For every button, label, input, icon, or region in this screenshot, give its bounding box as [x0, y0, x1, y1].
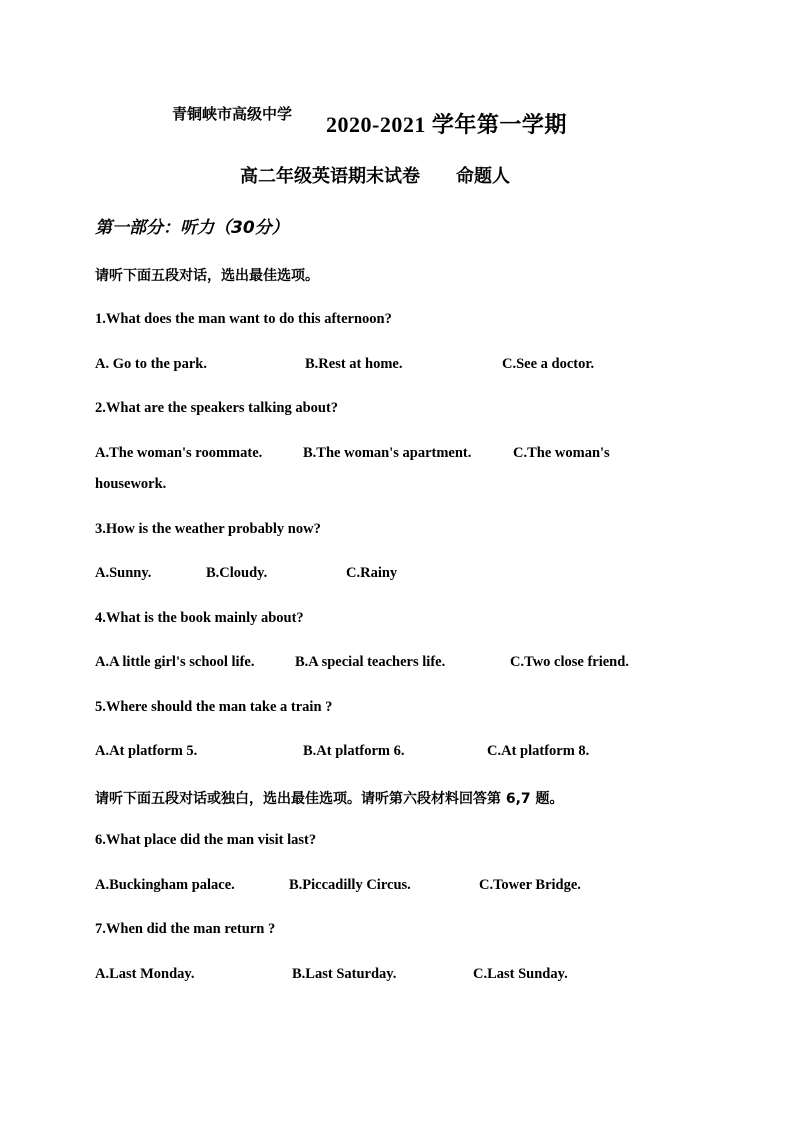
- question-2-option-a: A.The woman's roommate.: [95, 445, 263, 461]
- question-4-stem: 4.What is the book mainly about?: [95, 610, 304, 626]
- question-1-option-c: C.See a doctor.: [502, 356, 595, 372]
- question-5-option-c: C.At platform 8.: [487, 743, 590, 759]
- question-7-stem: 7.When did the man return ?: [95, 921, 276, 937]
- question-3-option-c: C.Rainy: [346, 565, 398, 581]
- question-2-option-c: C.The woman's: [513, 445, 610, 461]
- question-1-stem: 1.What does the man want to do this afternoon?: [95, 311, 392, 327]
- question-4-option-c: C.Two close friend.: [510, 654, 629, 670]
- question-1-option-b: B.Rest at home.: [305, 356, 403, 372]
- question-7-option-b: B.Last Saturday.: [292, 966, 397, 982]
- question-4-option-b: B.A special teachers life.: [295, 654, 446, 670]
- question-6-stem: 6.What place did the man visit last?: [95, 832, 317, 848]
- question-6-option-b: B.Piccadilly Circus.: [289, 877, 411, 893]
- question-6-option-c: C.Tower Bridge.: [479, 877, 581, 893]
- exam-subtitle: 高二年级英语期末试卷 命题人: [240, 166, 510, 186]
- instruction-2: 请听下面五段对话或独白，选出最佳选项。请听第六段材料回答第 6,7 题。: [95, 791, 564, 807]
- question-3-option-a: A.Sunny.: [95, 565, 152, 581]
- question-4-option-a: A.A little girl's school life.: [95, 654, 255, 670]
- question-6-option-a: A.Buckingham palace.: [95, 877, 235, 893]
- question-3-option-b: B.Cloudy.: [206, 565, 268, 581]
- instruction-1: 请听下面五段对话，选出最佳选项。: [95, 268, 319, 284]
- question-5-stem: 5.Where should the man take a train ?: [95, 699, 333, 715]
- question-7-option-c: C.Last Sunday.: [473, 966, 568, 982]
- question-1-option-a: A. Go to the park.: [95, 356, 207, 372]
- question-5-option-a: A.At platform 5.: [95, 743, 198, 759]
- question-2-stem: 2.What are the speakers talking about?: [95, 400, 339, 416]
- question-5-option-b: B.At platform 6.: [303, 743, 405, 759]
- question-2-option-c-continuation: housework.: [95, 476, 167, 492]
- question-3-stem: 3.How is the weather probably now?: [95, 521, 321, 537]
- term-title: 2020-2021 学年第一学期: [326, 112, 567, 137]
- subtitle-strip: [0, 160, 794, 186]
- part-title: 第一部分：听力（30分）: [95, 218, 289, 238]
- question-7-option-a: A.Last Monday.: [95, 966, 195, 982]
- school-name: 青铜峡市高级中学: [172, 107, 293, 123]
- question-2-option-b: B.The woman's apartment.: [303, 445, 472, 461]
